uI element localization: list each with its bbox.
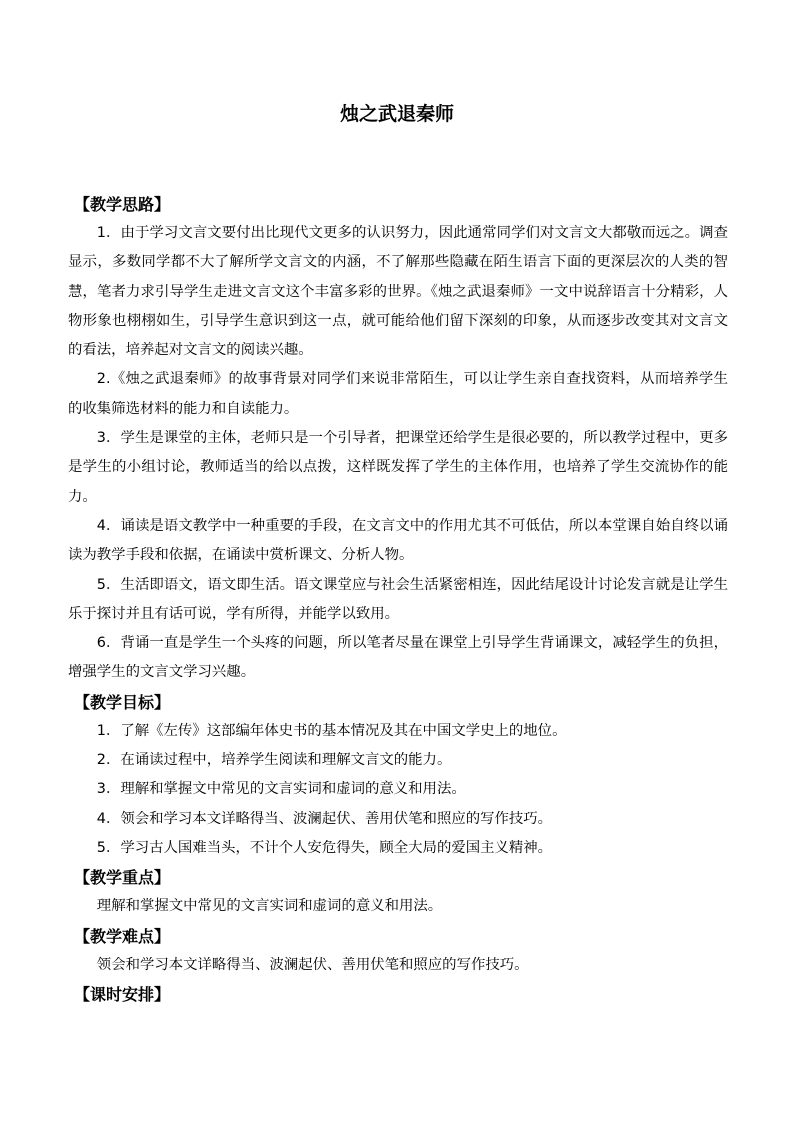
thinking-paragraph-4: 4．诵读是语文教学中一种重要的手段，在文言文中的作用尤其不可低估，所以本堂课自始自终以诵读为教学手段和依据，在诵读中赏析课文、分析人物。 (68, 517, 728, 564)
thinking-paragraph-5: 5．生活即语文，语文即生活。语文课堂应与社会生活紧密相连，因此结尾设计讨论发言就是让学生乐于探讨并且有话可说，学有所得，并能学以致用。 (68, 576, 728, 622)
section-teaching-thinking (68, 190, 728, 688)
section-difficulties (68, 922, 728, 980)
thinking-paragraph-2: 2.《烛之武退秦师》的故事背景对同学们来说非常陌生，可以让学生亲自查找资料，从而培养学生的收集筛选材料的能力和自读能力。 (68, 371, 728, 417)
thinking-paragraph-3: 3．学生是课堂的主体，老师只是一个引导者，把课堂还给学生是很必要的，所以教学过程中，更多是学生的小组讨论，教师适当的给以点拨，这样既发挥了学生的主体作用，也培养了学生交流协作的能力。 (68, 430, 728, 505)
section-heading-thinking: 【教学思路】 (74, 195, 171, 214)
key-points-text: 理解和掌握文中常见的文言实词和虚词的意义和用法。 (96, 898, 443, 915)
thinking-paragraph-1: 1．由于学习文言文要付出比现代文更多的认识努力，因此通常同学们对文言文大都敬而远之。调查显示，多数同学都不大了解所学文言文的内涵，不了解那些隐藏在陌生语言下面的更深层次的人类的智慧，笔者力求引导学生走进文言文这个丰富多彩的世界。《烛之武退秦师》一文中说辞语言十分精彩，人物形象也栩栩如生，引导学生意识到这一点，就可能给他们留下深刻的印象，从而逐步改变其对文言文的看法，培养起对文言文的阅读兴趣。 (68, 225, 728, 359)
section-key-points (68, 863, 728, 921)
goal-item-5: 5．学习古人国难当头，不计个人安危得失，顾全大局的爱国主义精神。 (96, 839, 553, 856)
goal-item-2: 2．在诵读过程中，培养学生阅读和理解文言文的能力。 (96, 752, 452, 769)
goal-item-3: 3．理解和掌握文中常见的文言实词和虚词的意义和用法。 (96, 781, 466, 798)
section-heading-key-points: 【教学重点】 (74, 868, 171, 888)
section-heading-goals: 【教学目标】 (74, 692, 171, 712)
section-heading-schedule: 【课时安排】 (74, 984, 171, 1004)
goal-item-4: 4．领会和学习本文详略得当、波澜起伏、善用伏笔和照应的写作技巧。 (96, 810, 553, 827)
document-title: 烛之武退秦师 (339, 103, 454, 125)
difficulties-text: 领会和学习本文详略得当、波澜起伏、善用伏笔和照应的写作技巧。 (96, 956, 529, 973)
section-teaching-goals (68, 688, 728, 863)
thinking-paragraph-6: 6．背诵一直是学生一个头疼的问题，所以笔者尽量在课堂上引导学生背诵课文，减轻学生的负担，增强学生的文言文学习兴趣。 (68, 635, 728, 681)
section-heading-difficulties: 【教学难点】 (74, 926, 171, 946)
goal-item-1: 1．了解《左传》这部编年体史书的基本情况及其在中国文学史上的地位。 (96, 722, 567, 739)
document-body (68, 190, 728, 1009)
section-schedule (68, 980, 728, 1009)
